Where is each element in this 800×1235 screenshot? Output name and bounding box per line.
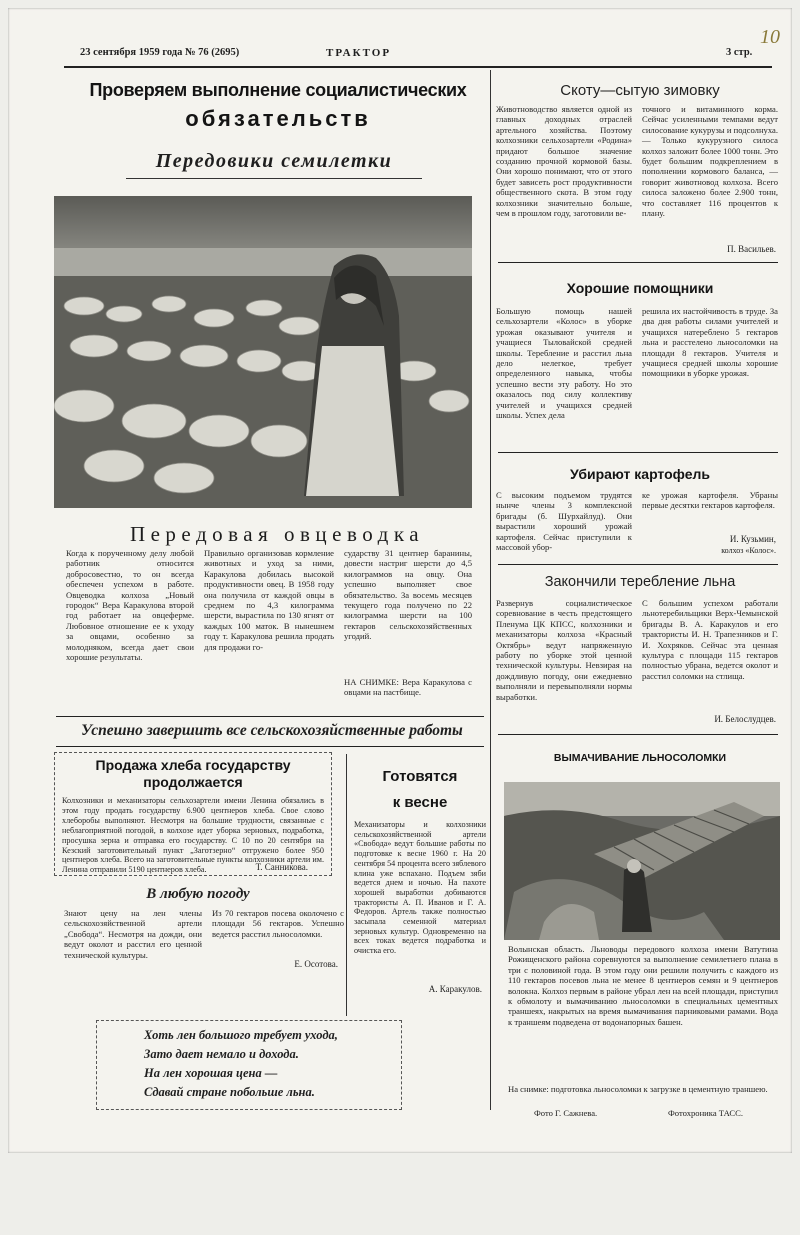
- shepherd-photo: [54, 196, 472, 508]
- winter-col2: точного и витаминного корма. Сейчас усиленными темпами ведут силосование кукурузы и подсолнуха. — Только кукурузного силоса колхоз заложит более 1000 тонн. Это будет большим подкреплением в пополнении кормового баланса, — говорит животновод колхоза. Всего силоса заложено более 2.900 тонн, что составляет 116 процентов к плану.: [642, 104, 778, 219]
- soaking-photo: [504, 782, 780, 940]
- winter-col1: Животноводство является одной из главных доходных отраслей артельного хозяйства. Поэтому колхозники сельхозартели «Родина» придают большое значение созданию прочной кормовой базы. Они хорошо понимают, что от этого будет зависеть рост продуктивности общественного скота. В этом году колхозники значительно больше, чем в прошлом году, заготовили ве-: [496, 104, 632, 219]
- masthead-title: ТРАКТОР: [326, 47, 392, 59]
- spring-body: Механизаторы и колхозники сельскохозяйственной артели «Свобода» ведут большие работы по подготовке к весне 1960 г. На 20 сентября 54 процента всего зяблевого клина уже вспахано. Подъем зяби ведется днем и ночью. На пахоте хорошей выработки добиваются трактористы А. П. Иванов и Г. А. Федоров. Артель также полностью засыпала семенной материал зерновых культур. Одновременно на всех токах ведется подработка и очистка его.: [354, 820, 486, 956]
- shepherd-col1: Когда к порученному делу любой работник относится добросовестно, то он всегда обеспечен успехом в работе. Овцеводка колхоза „Новый городок“ Вера Каракулова второй год работает на овцеферме. Любовное отношение ее к уходу за овцами, особенно за молодняком, всегда дает свои хорошие результаты.: [66, 548, 194, 663]
- winter-signature: П. Васильев.: [727, 244, 776, 254]
- potato-title: Убирают картофель: [569, 466, 711, 482]
- winter-title: Скоту—сытую зимовку: [560, 82, 720, 99]
- potato-col2: ке урожая картофеля. Убраны первые десятки гектаров картофеля.: [642, 490, 778, 511]
- banner-rule-top: [56, 716, 484, 717]
- helpers-rule: [498, 452, 778, 453]
- soaking-photo-note: На снимке: подготовка льносоломки к загрузке в цементную траншею.: [508, 1084, 768, 1094]
- subhead-underline: [126, 178, 422, 179]
- soaking-caption: Волынская область. Льноводы передового колхоза имени Ватутина Рожищенского района соревнуются за выполнение семилетнего плана в три с половиной года. В этом году они решили получить с каждого из 110 гектаров посевов льна не менее 8 центнеров семян и 9 центнеров волокна. Колхоз первым в районе убрал лен на всей площади, приступил к обмолоту и вымачиванию льносоломки в специальных цементных траншеях, накрытых на время вымачивания парниковыми рамами. Вода к траншеям подведена от водонапорных башен.: [508, 944, 778, 1027]
- poem-line4: Сдавай стране побольше льна.: [144, 1085, 315, 1099]
- masthead-date: 23 сентября 1959 года № 76 (2695): [80, 47, 240, 58]
- banner-rule-bottom: [56, 746, 484, 747]
- masthead-page: 3 стр.: [726, 47, 753, 58]
- helpers-title: Хорошие помощники: [566, 280, 714, 296]
- spring-column-rule: [346, 754, 347, 1016]
- soaking-photo-graphic: [504, 782, 780, 940]
- masthead-rule: [64, 66, 772, 68]
- main-column-rule: [490, 70, 491, 1110]
- helpers-col2: решила их настойчивость в труде. За два дня работы силами учителей и учащихся натереблено 5 гектаров льна и расстелено льносоломки на площади 8 гектаров. Учителя и учащиеся средней школы хорошие помощники в уборке урожая.: [642, 306, 778, 379]
- weather-col1: Знают цену на лен члены сельскохозяйственной артели „Свобода“. Несмотря на дожди, они ведут околот и расстил его ценной технической культуры.: [64, 908, 202, 960]
- poem-line2: Зато дает немало и дохода.: [144, 1047, 299, 1061]
- flax-title: Закончили теребление льна: [544, 574, 736, 590]
- shepherd-photo-graphic: [54, 196, 472, 508]
- grain-title: Продажа хлеба государству продолжается: [95, 757, 291, 790]
- grain-body: Колхозники и механизаторы сельхозартели имени Ленина обязались в этом году продать государству 6.900 центнеров хлеба. Свое слово хлеборобы выполняют. Несмотря на большие трудности, связанные с неблагоприятной погодой, в колхозе идет уборка зерновых, подработка, просушка зерна и отправка его государству. С 10 по 20 сентября на Кезский заготовительный пункт „Заготзерно“ отгружено более 950 центнеров хлеба. Всего на заготовительные пункты колхозники артели им. Ленина отправили 5190 центнеров хлеба.: [62, 796, 324, 875]
- weather-col2: Из 70 гектаров посева околочено с площади 56 гектаров. Успешно ведется расстил льносоломки.: [212, 908, 344, 939]
- spring-signature: А. Каракулов.: [428, 984, 482, 994]
- flax-rule: [498, 734, 778, 735]
- potato-signature-name: И. Кузьмин,: [729, 534, 776, 544]
- shepherd-col2: Правильно организовав кормление животных и уход за ними, Каракулова добилась высокой продуктивности овец. В 1958 году она получила от каждой овцы в среднем по 4,3 килограмма шерсти, вырастила по 130 ягнят от каждых 100 маток. В нынешнем году т. Каракулова решила продать для продажи го-: [204, 548, 334, 652]
- banner-headline: Успешно завершить все сельскохозяйственные работы: [81, 722, 463, 739]
- spring-title-line2: к весне: [392, 794, 448, 811]
- soaking-title: ВЫМАЧИВАНИЕ ЛЬНОСОЛОМКИ: [553, 752, 727, 764]
- poem-line3: На лен хорошая цена —: [144, 1066, 278, 1080]
- potato-signature-farm: колхоз «Колос».: [721, 546, 776, 555]
- spring-title-line1: Готовятся: [382, 768, 458, 785]
- handwritten-mark: 10: [760, 26, 780, 48]
- main-headline-line1: Проверяем выполнение социалистических: [89, 80, 467, 100]
- helpers-col1: Большую помощь нашей сельхозартели «Колос» в уборке урожая оказывают учителя и учащиеся Тыловайской средней школы. Теребление и расстил льна дело нелегкое, требует определенного навыка, чтобы успешно вести эту работу. Но это оказалось под силу коллективу учителей и учащихся средней школы. Успех дела: [496, 306, 632, 421]
- flax-col1: Развернув социалистическое соревнование в честь предстоящего Пленума ЦК КПСС, колхозники и механизаторы колхоза «Красный Октябрь» ведут напряженную работу по уборке этой ценной технической культуры. Невзирая на дождливую погоду, они ежедневно выполняли и перевыполняли нормы выработки.: [496, 598, 632, 702]
- shepherd-title: Передовая овцеводка: [129, 522, 425, 546]
- grain-signature: Т. Санникова.: [255, 862, 308, 872]
- shepherd-photo-caption: НА СНИМКЕ: Вера Каракулова с овцами на пастбище.: [344, 677, 472, 698]
- winter-rule: [498, 262, 778, 263]
- flax-signature: И. Белослудцев.: [714, 714, 776, 724]
- weather-signature: Е. Осотова.: [294, 959, 338, 969]
- potato-rule: [498, 564, 778, 565]
- soaking-credit-left: Фото Г. Сажнева.: [534, 1108, 598, 1118]
- flax-col2: С большим успехом работали льнотеребильщики Верх-Чемынской бригады В. А. Каракулов и его трактористы И. Н. Трапезников и Г. И. Хохряков. Сейчас эта ценная культура с площади 115 гектаров полностью убрана, ведется околот и расстил соломки на стлища.: [642, 598, 778, 681]
- soaking-credit-right: Фотохроника ТАСС.: [668, 1108, 744, 1118]
- shepherd-col3: сударству 31 центнер баранины, довести настриг шерсти до 4,5 килограммов на овцу. Она успешно выполняет свое обязательство. За восемь месяцев текущего года получено по 22 килограмма шерсти на 100 гектаров сельскохозяйственных угодий.: [344, 548, 472, 642]
- potato-col1: С высоким подъемом трудятся нынче члены 3 комплексной бригады (б. Шурхайлуд). Они вырастили хороший урожай картофеля. Сейчас приступили к массовой убор-: [496, 490, 632, 553]
- weather-title: В любую погоду: [146, 886, 250, 902]
- section-subhead: Передовики семилетки: [155, 150, 393, 172]
- main-headline-line2: обязательств: [185, 106, 371, 131]
- newspaper-page: [8, 8, 792, 1153]
- poem-line1: Хоть лен большого требует ухода,: [144, 1028, 338, 1042]
